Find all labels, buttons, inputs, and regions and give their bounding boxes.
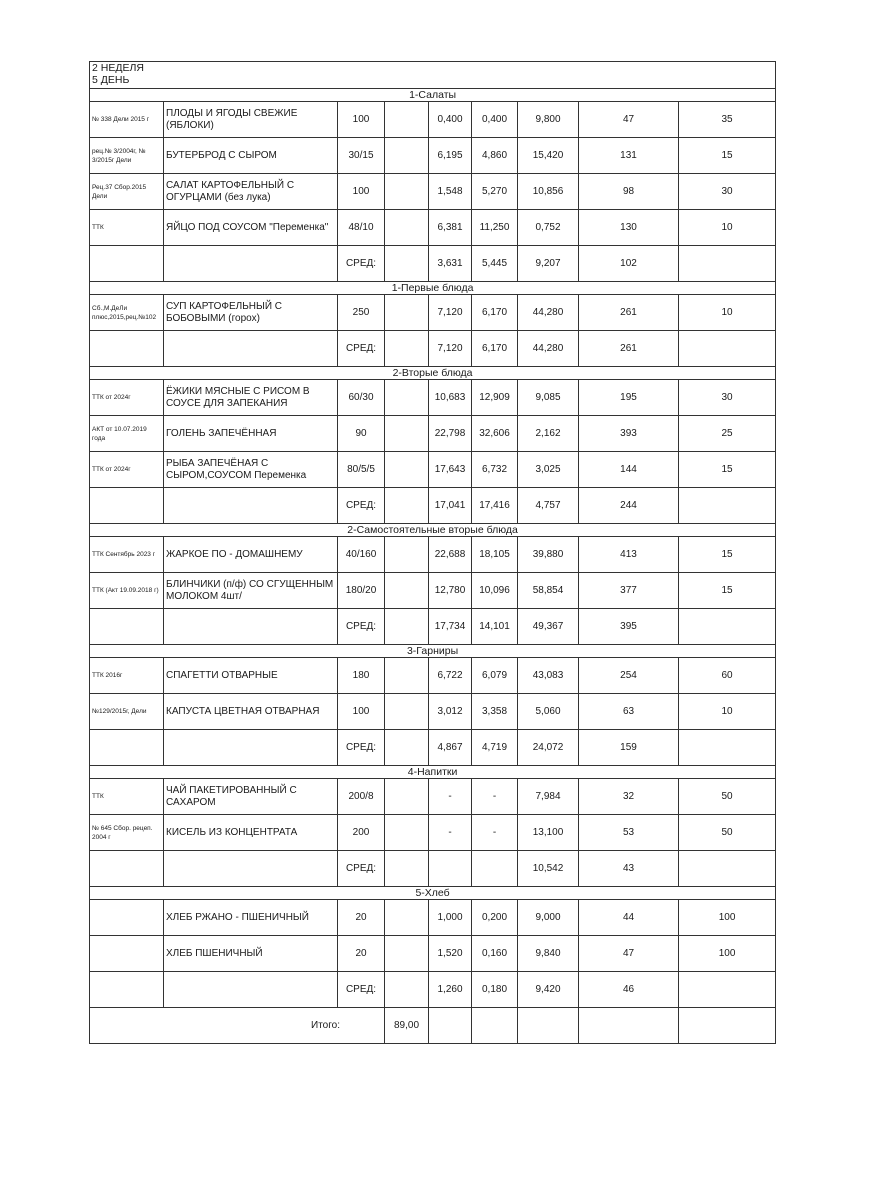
- cell-source: ТТК от 2024г: [90, 452, 164, 488]
- cell-name: КИСЕЛЬ ИЗ КОНЦЕНТРАТА: [164, 815, 338, 851]
- average-carbs: 10,542: [518, 851, 579, 887]
- cell-protein: 12,780: [429, 573, 472, 609]
- cell-source: ТТК от 2024г: [90, 380, 164, 416]
- average-row: [90, 609, 776, 645]
- cell-weight: 30/15: [338, 138, 385, 174]
- cell-price: [385, 851, 429, 887]
- cell-extra: [679, 972, 776, 1008]
- cell-price: [385, 815, 429, 851]
- cell-source: [90, 609, 164, 645]
- cell-name: ЖАРКОЕ ПО - ДОМАШНЕМУ: [164, 537, 338, 573]
- average-kcal: 395: [579, 609, 679, 645]
- cell-price: [385, 694, 429, 730]
- cell-protein: 1,548: [429, 174, 472, 210]
- cell-kcal: 254: [579, 658, 679, 694]
- average-protein: [429, 851, 472, 887]
- dish-row: [90, 295, 776, 331]
- cell-weight: 100: [338, 102, 385, 138]
- cell-price: [385, 609, 429, 645]
- dish-row: [90, 694, 776, 730]
- cell-fat: 0,400: [472, 102, 518, 138]
- cell-name: [164, 488, 338, 524]
- dish-row: [90, 815, 776, 851]
- cell-extra: 10: [679, 210, 776, 246]
- average-label: СРЕД:: [338, 851, 385, 887]
- cell-name: КАПУСТА ЦВЕТНАЯ ОТВАРНАЯ: [164, 694, 338, 730]
- cell-fat: 10,096: [472, 573, 518, 609]
- average-label: СРЕД:: [338, 609, 385, 645]
- empty-cell: [518, 1008, 579, 1044]
- dish-row: [90, 210, 776, 246]
- cell-carbs: 2,162: [518, 416, 579, 452]
- cell-fat: 11,250: [472, 210, 518, 246]
- cell-carbs: 0,752: [518, 210, 579, 246]
- section-title: 4-Напитки: [90, 766, 776, 779]
- cell-source: [90, 488, 164, 524]
- cell-price: [385, 936, 429, 972]
- section-header-row: [90, 524, 776, 537]
- average-row: [90, 851, 776, 887]
- cell-source: ТТК: [90, 210, 164, 246]
- cell-source: №129/2015г, Дели: [90, 694, 164, 730]
- cell-extra: 15: [679, 537, 776, 573]
- cell-kcal: 393: [579, 416, 679, 452]
- cell-extra: [679, 246, 776, 282]
- cell-source: № 645 Сбор. рецеп. 2004 г: [90, 815, 164, 851]
- cell-price: [385, 210, 429, 246]
- cell-extra: [679, 331, 776, 367]
- dish-row: [90, 573, 776, 609]
- cell-price: [385, 972, 429, 1008]
- cell-source: [90, 331, 164, 367]
- cell-price: [385, 416, 429, 452]
- cell-extra: 15: [679, 452, 776, 488]
- average-fat: 14,101: [472, 609, 518, 645]
- cell-source: АКТ от 10.07.2019 года: [90, 416, 164, 452]
- cell-name: ЧАЙ ПАКЕТИРОВАННЫЙ С САХАРОМ: [164, 779, 338, 815]
- cell-price: [385, 380, 429, 416]
- cell-source: ТТК 2016г: [90, 658, 164, 694]
- average-carbs: 49,367: [518, 609, 579, 645]
- cell-weight: 180/20: [338, 573, 385, 609]
- average-carbs: 9,420: [518, 972, 579, 1008]
- week-label: 2 НЕДЕЛЯ: [92, 62, 144, 74]
- cell-protein: 6,195: [429, 138, 472, 174]
- cell-source: ТТК (Акт 19.09.2018 г): [90, 573, 164, 609]
- average-kcal: 244: [579, 488, 679, 524]
- cell-fat: -: [472, 815, 518, 851]
- cell-name: РЫБА ЗАПЕЧЁНАЯ С СЫРОМ,СОУСОМ Переменка: [164, 452, 338, 488]
- cell-extra: 50: [679, 815, 776, 851]
- cell-kcal: 377: [579, 573, 679, 609]
- cell-name: ГОЛЕНЬ ЗАПЕЧЁННАЯ: [164, 416, 338, 452]
- cell-name: [164, 730, 338, 766]
- average-row: [90, 246, 776, 282]
- cell-fat: 6,732: [472, 452, 518, 488]
- cell-fat: 6,170: [472, 295, 518, 331]
- dish-row: [90, 537, 776, 573]
- cell-fat: -: [472, 779, 518, 815]
- cell-price: [385, 488, 429, 524]
- cell-weight: 60/30: [338, 380, 385, 416]
- cell-name: ХЛЕБ ПШЕНИЧНЫЙ: [164, 936, 338, 972]
- average-kcal: 46: [579, 972, 679, 1008]
- cell-price: [385, 658, 429, 694]
- dish-row: [90, 380, 776, 416]
- cell-source: Рец.37 Сбор.2015 Дели: [90, 174, 164, 210]
- section-title: 2-Самостоятельные вторые блюда: [90, 524, 776, 537]
- cell-source: [90, 730, 164, 766]
- cell-name: САЛАТ КАРТОФЕЛЬНЫЙ С ОГУРЦАМИ (без лука): [164, 174, 338, 210]
- cell-source: Сб.,М.ДеЛи плюс,2015,рец.№102: [90, 295, 164, 331]
- cell-extra: [679, 488, 776, 524]
- cell-fat: 6,079: [472, 658, 518, 694]
- cell-extra: 25: [679, 416, 776, 452]
- cell-extra: [679, 730, 776, 766]
- empty-cell: [579, 1008, 679, 1044]
- cell-protein: 10,683: [429, 380, 472, 416]
- cell-protein: 3,012: [429, 694, 472, 730]
- cell-source: [90, 936, 164, 972]
- cell-protein: 0,400: [429, 102, 472, 138]
- average-fat: 17,416: [472, 488, 518, 524]
- dish-row: [90, 174, 776, 210]
- cell-carbs: 3,025: [518, 452, 579, 488]
- cell-kcal: 261: [579, 295, 679, 331]
- empty-cell: [429, 1008, 472, 1044]
- cell-carbs: 58,854: [518, 573, 579, 609]
- cell-fat: 18,105: [472, 537, 518, 573]
- cell-protein: 6,722: [429, 658, 472, 694]
- cell-extra: 10: [679, 295, 776, 331]
- cell-carbs: 44,280: [518, 295, 579, 331]
- cell-carbs: 9,840: [518, 936, 579, 972]
- section-title: 3-Гарниры: [90, 645, 776, 658]
- average-protein: 3,631: [429, 246, 472, 282]
- cell-protein: -: [429, 779, 472, 815]
- cell-weight: 20: [338, 936, 385, 972]
- average-label: СРЕД:: [338, 488, 385, 524]
- day-label: 5 ДЕНЬ: [92, 74, 130, 86]
- cell-name: [164, 972, 338, 1008]
- cell-name: [164, 609, 338, 645]
- section-title: 1-Первые блюда: [90, 282, 776, 295]
- cell-name: ХЛЕБ РЖАНО - ПШЕНИЧНЫЙ: [164, 900, 338, 936]
- cell-carbs: 13,100: [518, 815, 579, 851]
- cell-fat: 4,860: [472, 138, 518, 174]
- cell-weight: 20: [338, 900, 385, 936]
- cell-price: [385, 174, 429, 210]
- cell-fat: 3,358: [472, 694, 518, 730]
- cell-protein: -: [429, 815, 472, 851]
- cell-extra: [679, 609, 776, 645]
- cell-protein: 22,798: [429, 416, 472, 452]
- cell-kcal: 47: [579, 102, 679, 138]
- cell-price: [385, 537, 429, 573]
- average-label: СРЕД:: [338, 730, 385, 766]
- cell-extra: 30: [679, 174, 776, 210]
- cell-source: ТТК Сентябрь 2023 г: [90, 537, 164, 573]
- cell-name: СУП КАРТОФЕЛЬНЫЙ С БОБОВЫМИ (горох): [164, 295, 338, 331]
- cell-extra: 10: [679, 694, 776, 730]
- cell-weight: 40/160: [338, 537, 385, 573]
- cell-carbs: 15,420: [518, 138, 579, 174]
- average-kcal: 102: [579, 246, 679, 282]
- cell-carbs: 9,085: [518, 380, 579, 416]
- average-protein: 7,120: [429, 331, 472, 367]
- cell-source: [90, 972, 164, 1008]
- average-kcal: 261: [579, 331, 679, 367]
- cell-extra: 60: [679, 658, 776, 694]
- average-label: СРЕД:: [338, 246, 385, 282]
- cell-kcal: 63: [579, 694, 679, 730]
- dish-row: [90, 452, 776, 488]
- cell-extra: 15: [679, 138, 776, 174]
- cell-price: [385, 138, 429, 174]
- cell-weight: 250: [338, 295, 385, 331]
- average-kcal: 159: [579, 730, 679, 766]
- cell-weight: 100: [338, 694, 385, 730]
- cell-kcal: 413: [579, 537, 679, 573]
- average-fat: 4,719: [472, 730, 518, 766]
- cell-kcal: 47: [579, 936, 679, 972]
- cell-weight: 100: [338, 174, 385, 210]
- total-label: Итого:: [90, 1008, 385, 1044]
- cell-weight: 200/8: [338, 779, 385, 815]
- average-carbs: 44,280: [518, 331, 579, 367]
- cell-protein: 22,688: [429, 537, 472, 573]
- dish-row: [90, 138, 776, 174]
- dish-row: [90, 779, 776, 815]
- cell-weight: 200: [338, 815, 385, 851]
- empty-cell: [472, 1008, 518, 1044]
- cell-kcal: 131: [579, 138, 679, 174]
- cell-fat: 0,200: [472, 900, 518, 936]
- section-title: 1-Салаты: [90, 89, 776, 102]
- average-label: СРЕД:: [338, 331, 385, 367]
- cell-weight: 90: [338, 416, 385, 452]
- cell-price: [385, 730, 429, 766]
- cell-kcal: 32: [579, 779, 679, 815]
- average-carbs: 4,757: [518, 488, 579, 524]
- cell-name: БУТЕРБРОД С СЫРОМ: [164, 138, 338, 174]
- cell-kcal: 98: [579, 174, 679, 210]
- cell-source: рец.№ 3/2004г, № 3/2015г Дели: [90, 138, 164, 174]
- section-header-row: [90, 282, 776, 295]
- average-row: [90, 331, 776, 367]
- section-title: 2-Вторые блюда: [90, 367, 776, 380]
- cell-extra: 100: [679, 900, 776, 936]
- cell-source: ТТК: [90, 779, 164, 815]
- cell-weight: 80/5/5: [338, 452, 385, 488]
- cell-protein: 6,381: [429, 210, 472, 246]
- section-header-row: [90, 766, 776, 779]
- average-row: [90, 972, 776, 1008]
- cell-extra: 15: [679, 573, 776, 609]
- cell-price: [385, 295, 429, 331]
- cell-name: СПАГЕТТИ ОТВАРНЫЕ: [164, 658, 338, 694]
- cell-carbs: 7,984: [518, 779, 579, 815]
- cell-kcal: 144: [579, 452, 679, 488]
- average-fat: 5,445: [472, 246, 518, 282]
- cell-price: [385, 573, 429, 609]
- cell-source: [90, 246, 164, 282]
- average-row: [90, 730, 776, 766]
- section-title: 5-Хлеб: [90, 887, 776, 900]
- cell-price: [385, 102, 429, 138]
- cell-protein: 1,520: [429, 936, 472, 972]
- cell-extra: 100: [679, 936, 776, 972]
- cell-extra: [679, 851, 776, 887]
- cell-weight: 48/10: [338, 210, 385, 246]
- cell-price: [385, 246, 429, 282]
- dish-row: [90, 658, 776, 694]
- section-header-row: [90, 645, 776, 658]
- cell-carbs: 43,083: [518, 658, 579, 694]
- cell-carbs: 10,856: [518, 174, 579, 210]
- cell-price: [385, 779, 429, 815]
- dish-row: [90, 102, 776, 138]
- average-protein: 1,260: [429, 972, 472, 1008]
- average-label: СРЕД:: [338, 972, 385, 1008]
- cell-fat: 12,909: [472, 380, 518, 416]
- dish-row: [90, 416, 776, 452]
- total-row: [90, 1008, 776, 1044]
- section-header-row: [90, 89, 776, 102]
- cell-name: ЯЙЦО ПОД СОУСОМ "Переменка": [164, 210, 338, 246]
- cell-price: [385, 900, 429, 936]
- average-fat: 6,170: [472, 331, 518, 367]
- average-protein: 17,041: [429, 488, 472, 524]
- cell-name: [164, 331, 338, 367]
- average-carbs: 9,207: [518, 246, 579, 282]
- cell-fat: 0,160: [472, 936, 518, 972]
- cell-protein: 7,120: [429, 295, 472, 331]
- cell-price: [385, 452, 429, 488]
- header-row: [90, 62, 776, 89]
- total-value: 89,00: [385, 1008, 429, 1044]
- cell-name: ПЛОДЫ И ЯГОДЫ СВЕЖИЕ (ЯБЛОКИ): [164, 102, 338, 138]
- section-header-row: [90, 887, 776, 900]
- cell-fat: 32,606: [472, 416, 518, 452]
- cell-name: [164, 851, 338, 887]
- average-fat: 0,180: [472, 972, 518, 1008]
- cell-kcal: 195: [579, 380, 679, 416]
- empty-cell: [679, 1008, 776, 1044]
- cell-extra: 50: [679, 779, 776, 815]
- average-protein: 17,734: [429, 609, 472, 645]
- cell-carbs: 9,800: [518, 102, 579, 138]
- cell-fat: 5,270: [472, 174, 518, 210]
- cell-extra: 30: [679, 380, 776, 416]
- section-header-row: [90, 367, 776, 380]
- cell-weight: 180: [338, 658, 385, 694]
- menu-table: [89, 61, 776, 1044]
- cell-carbs: 5,060: [518, 694, 579, 730]
- cell-source: № 338 Дели 2015 г: [90, 102, 164, 138]
- cell-source: [90, 900, 164, 936]
- cell-name: БЛИНЧИКИ (п/ф) СО СГУЩЕННЫМ МОЛОКОМ 4шт/: [164, 573, 338, 609]
- dish-row: [90, 900, 776, 936]
- cell-protein: 17,643: [429, 452, 472, 488]
- cell-protein: 1,000: [429, 900, 472, 936]
- header-cell: [90, 62, 776, 89]
- cell-price: [385, 331, 429, 367]
- cell-kcal: 44: [579, 900, 679, 936]
- cell-name: ЁЖИКИ МЯСНЫЕ С РИСОМ В СОУСЕ ДЛЯ ЗАПЕКАНИЯ: [164, 380, 338, 416]
- average-carbs: 24,072: [518, 730, 579, 766]
- average-kcal: 43: [579, 851, 679, 887]
- average-row: [90, 488, 776, 524]
- cell-name: [164, 246, 338, 282]
- cell-carbs: 39,880: [518, 537, 579, 573]
- cell-extra: 35: [679, 102, 776, 138]
- cell-source: [90, 851, 164, 887]
- cell-kcal: 53: [579, 815, 679, 851]
- average-protein: 4,867: [429, 730, 472, 766]
- cell-carbs: 9,000: [518, 900, 579, 936]
- cell-kcal: 130: [579, 210, 679, 246]
- dish-row: [90, 936, 776, 972]
- average-fat: [472, 851, 518, 887]
